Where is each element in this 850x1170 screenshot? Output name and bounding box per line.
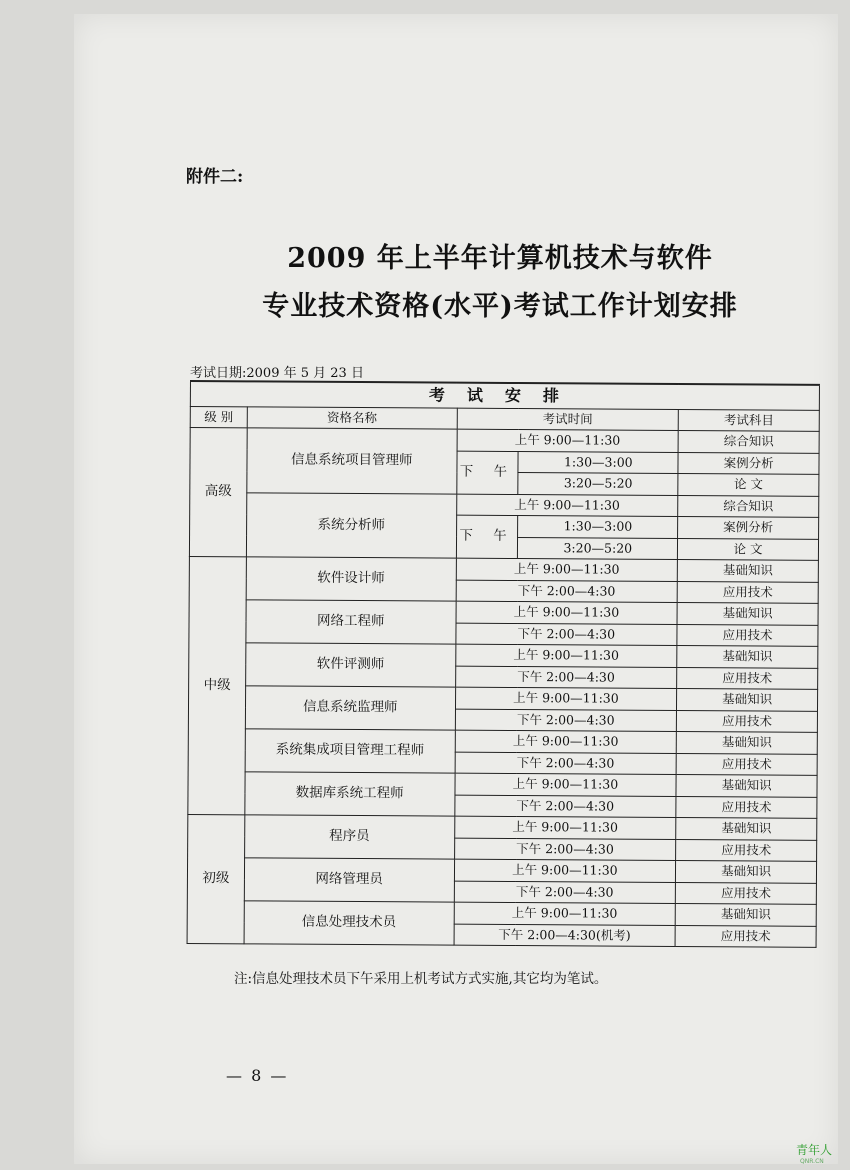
footnote: 注:信息处理技术员下午采用上机考试方式实施,其它均为笔试。 — [234, 971, 608, 987]
subject-cell: 案例分析 — [678, 452, 819, 474]
time-cell: 下午 2:00—4:30 — [456, 580, 678, 603]
afternoon-label: 下 午 — [456, 515, 518, 558]
qualification-cell: 网络管理员 — [244, 858, 454, 902]
time-cell: 上午 9:00—11:30 — [456, 601, 678, 624]
table-row — [190, 492, 819, 517]
exam-date: 考试日期:2009 年 5 月 23 日 — [190, 366, 364, 381]
level-cell: 中级 — [188, 556, 246, 814]
time-cell: 上午 9:00—11:30 — [454, 902, 676, 925]
subject-cell: 基础知识 — [677, 688, 818, 710]
subject-cell: 综合知识 — [678, 430, 819, 452]
column-header-time: 考试时间 — [457, 408, 679, 430]
time-cell: 下午 2:00—4:30 — [455, 666, 677, 689]
time-cell: 上午 9:00—11:30 — [456, 558, 678, 581]
time-cell: 下午 2:00—4:30 — [455, 709, 677, 732]
subject-cell: 应用技术 — [676, 753, 817, 775]
qualification-cell: 数据库系统工程师 — [245, 772, 455, 816]
qualification-cell: 信息系统项目管理师 — [247, 428, 457, 494]
subject-cell: 应用技术 — [676, 839, 817, 861]
subject-cell: 综合知识 — [678, 495, 819, 517]
level-cell: 初级 — [187, 814, 245, 943]
qualification-cell: 系统分析师 — [246, 492, 456, 558]
time-cell: 1:30—3:00 — [518, 451, 678, 473]
column-header-qualification: 资格名称 — [247, 407, 457, 429]
table-row — [188, 771, 817, 796]
time-cell: 上午 9:00—11:30 — [454, 816, 676, 839]
subject-cell: 应用技术 — [676, 882, 817, 904]
qualification-cell: 软件设计师 — [246, 557, 456, 601]
time-cell: 下午 2:00—4:30(机考) — [454, 924, 676, 947]
time-cell: 下午 2:00—4:30 — [454, 795, 676, 818]
table-row — [188, 728, 817, 753]
time-cell: 3:20—5:20 — [518, 473, 678, 495]
table-row — [190, 428, 819, 453]
time-cell: 上午 9:00—11:30 — [455, 687, 677, 710]
table-row — [189, 556, 818, 581]
table-row — [189, 642, 818, 667]
watermark-subtext: QNR.CN — [800, 1158, 824, 1165]
time-cell: 上午 9:00—11:30 — [455, 773, 677, 796]
time-cell: 上午 9:00—11:30 — [454, 859, 676, 882]
subject-cell: 论 文 — [678, 473, 819, 495]
exam-schedule-table — [187, 380, 820, 948]
document-title-line2: 专业技术资格(水平)考试工作计划安排 — [262, 291, 738, 322]
subject-cell: 应用技术 — [677, 710, 818, 732]
time-cell: 下午 2:00—4:30 — [455, 623, 677, 646]
subject-cell: 应用技术 — [677, 667, 818, 689]
subject-cell: 基础知识 — [677, 559, 818, 581]
time-cell: 下午 2:00—4:30 — [454, 881, 676, 904]
time-cell: 上午 9:00—11:30 — [455, 730, 677, 753]
subject-cell: 基础知识 — [677, 645, 818, 667]
subject-cell: 论 文 — [678, 538, 819, 560]
time-cell: 下午 2:00—4:30 — [454, 838, 676, 861]
column-header-subject: 考试科目 — [678, 409, 819, 431]
qualification-cell: 信息系统监理师 — [245, 686, 455, 730]
table-row — [187, 857, 816, 882]
subject-cell: 基础知识 — [676, 817, 817, 839]
page-number: — 8 — — [226, 1066, 289, 1085]
subject-cell: 应用技术 — [676, 796, 817, 818]
qualification-cell: 程序员 — [244, 815, 454, 859]
table-row — [189, 685, 818, 710]
qualification-cell: 软件评测师 — [246, 643, 456, 687]
level-cell: 高级 — [189, 428, 247, 557]
table-row — [187, 900, 816, 925]
attachment-label: 附件二: — [186, 167, 244, 187]
watermark-logo: 青年人 — [796, 1143, 833, 1157]
time-cell: 上午 9:00—11:30 — [455, 644, 677, 667]
time-cell: 上午 9:00—11:30 — [456, 494, 678, 517]
table-row — [188, 814, 817, 839]
column-header-level: 级 别 — [190, 407, 247, 428]
subject-cell: 基础知识 — [676, 731, 817, 753]
subject-cell: 应用技术 — [677, 624, 818, 646]
subject-cell: 基础知识 — [676, 860, 817, 882]
subject-cell: 应用技术 — [675, 925, 816, 947]
subject-cell: 案例分析 — [678, 516, 819, 538]
subject-cell: 基础知识 — [676, 774, 817, 796]
subject-cell: 基础知识 — [675, 903, 816, 925]
time-cell: 下午 2:00—4:30 — [455, 752, 677, 775]
document-title-line1: 2009 年上半年计算机技术与软件 — [287, 243, 713, 274]
qualification-cell: 信息处理技术员 — [244, 901, 454, 945]
time-cell: 3:20—5:20 — [518, 537, 678, 559]
subject-cell: 应用技术 — [677, 581, 818, 603]
subject-cell: 基础知识 — [677, 602, 818, 624]
time-cell: 上午 9:00—11:30 — [457, 429, 679, 452]
time-cell: 1:30—3:00 — [518, 516, 678, 538]
table-header: 考试安排 — [190, 381, 819, 410]
afternoon-label: 下 午 — [456, 451, 518, 494]
qualification-cell: 系统集成项目管理工程师 — [245, 729, 455, 773]
qualification-cell: 网络工程师 — [246, 600, 456, 644]
table-row — [189, 599, 818, 624]
